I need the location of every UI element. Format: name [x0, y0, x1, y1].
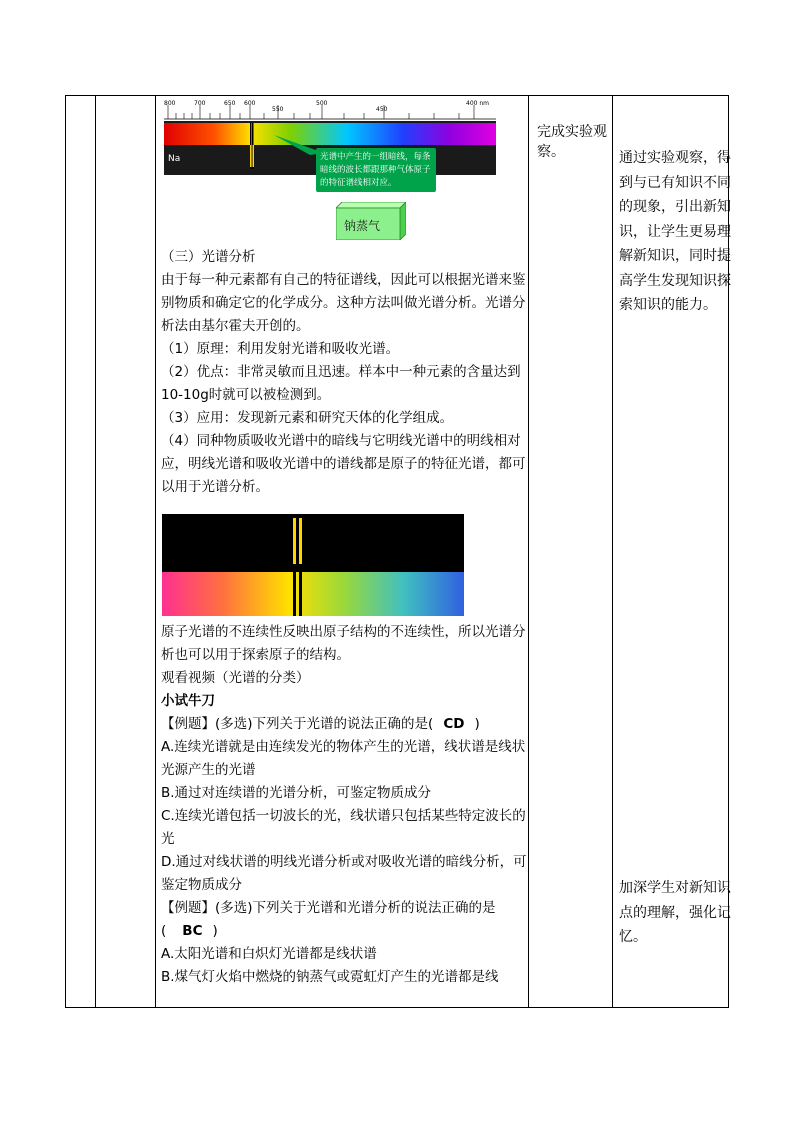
list-item: （2）优点：非常灵敏而且迅速。样本中一种元素的含量达到 10-10g时就可以被检测到。	[161, 364, 521, 403]
callout-note: 光谱中产生的一组暗线，每条暗线的波长都跟那种气体原子的特征谱线相对应。	[316, 148, 436, 192]
vapor-label: 钠蒸气	[344, 219, 381, 233]
section-title: （三）光谱分析	[161, 249, 256, 265]
emission-absorption-spectrum	[162, 514, 464, 616]
ruler-tick: 800	[164, 100, 176, 107]
ruler-tick: 700	[194, 100, 206, 107]
column-divider	[528, 96, 529, 1007]
column-divider	[95, 96, 96, 1007]
list-item: （3）应用：发现新元素和研究天体的化学组成。	[161, 410, 454, 426]
design-purpose: 通过实验观察，得到与已有知识不同的现象，引出新知识，让学生更易理解新知识，同时提高学生发现知识探索知识的能力。	[619, 150, 731, 313]
text-block	[161, 621, 527, 989]
option: C.连续光谱包括一切波长的光，线状谱只包括某些特定波长的光	[161, 808, 526, 847]
option: B.煤气灯火焰中燃烧的钠蒸气或霓虹灯产生的光谱都是线	[161, 969, 499, 985]
element-label-na: Na	[168, 154, 181, 164]
column-divider	[155, 96, 156, 1007]
example-question: 【例题】(多选)下列关于光谱和光谱分析的说法正确的是	[161, 900, 496, 916]
option: D.通过对线状谱的明线光谱分析或对吸收光谱的暗线分析，可鉴定物质成分	[161, 854, 527, 893]
main-content	[161, 246, 531, 269]
example-question: 【例题】(多选)下列关于光谱的说法正确的是( CD )	[161, 716, 480, 732]
option: A.太阳光谱和白炽灯光谱都是线状谱	[161, 946, 377, 962]
ruler-tick: 400 nm	[466, 100, 490, 107]
paragraph: 由于每一种元素都有自己的特征谱线，因此可以根据光谱来鉴别物质和确定它的化学成分。这种方法叫做光谱分析。光谱分析法由基尔霍夫开创的。	[161, 272, 526, 334]
paragraph: 观看视频（光谱的分类）	[161, 670, 310, 686]
option: B.通过对连续谱的光谱分析，可鉴定物质成分	[161, 785, 432, 801]
list-item: （4）同种物质吸收光谱中的暗线与它明线光谱中的明线相对应，明线光谱和吸收光谱中的谱线都是原子的特征光谱，都可以用于光谱分析。	[161, 433, 526, 495]
ruler-tick: 600	[244, 100, 256, 107]
example-answer: BC	[182, 923, 203, 939]
option: A.连续光谱就是由连续发光的物体产生的光谱，线状谱是线状光源产生的光谱	[161, 739, 526, 778]
ruler-tick: 450	[376, 106, 388, 113]
sodium-vapor-box	[336, 202, 406, 240]
paragraph: 原子光谱的不连续性反映出原子结构的不连续性，所以光谱分析也可以用于探索原子的结构。	[161, 624, 526, 663]
student-activity: 完成实验观察。	[537, 124, 607, 160]
example-answer: CD	[443, 716, 465, 732]
lesson-table	[65, 95, 729, 1008]
design-purpose: 加深学生对新知识点的理解，强化记忆。	[619, 880, 731, 945]
ruler-tick: 650	[224, 100, 236, 107]
ruler-tick: 550	[272, 106, 284, 113]
text-block	[161, 269, 527, 499]
list-item: （1）原理：利用发射光谱和吸收光谱。	[161, 341, 400, 357]
practice-title: 小试牛刀	[161, 693, 215, 709]
column-divider	[612, 96, 613, 1007]
ruler-tick: 500	[316, 100, 328, 107]
example-answer-line: ( BC )	[161, 923, 218, 939]
